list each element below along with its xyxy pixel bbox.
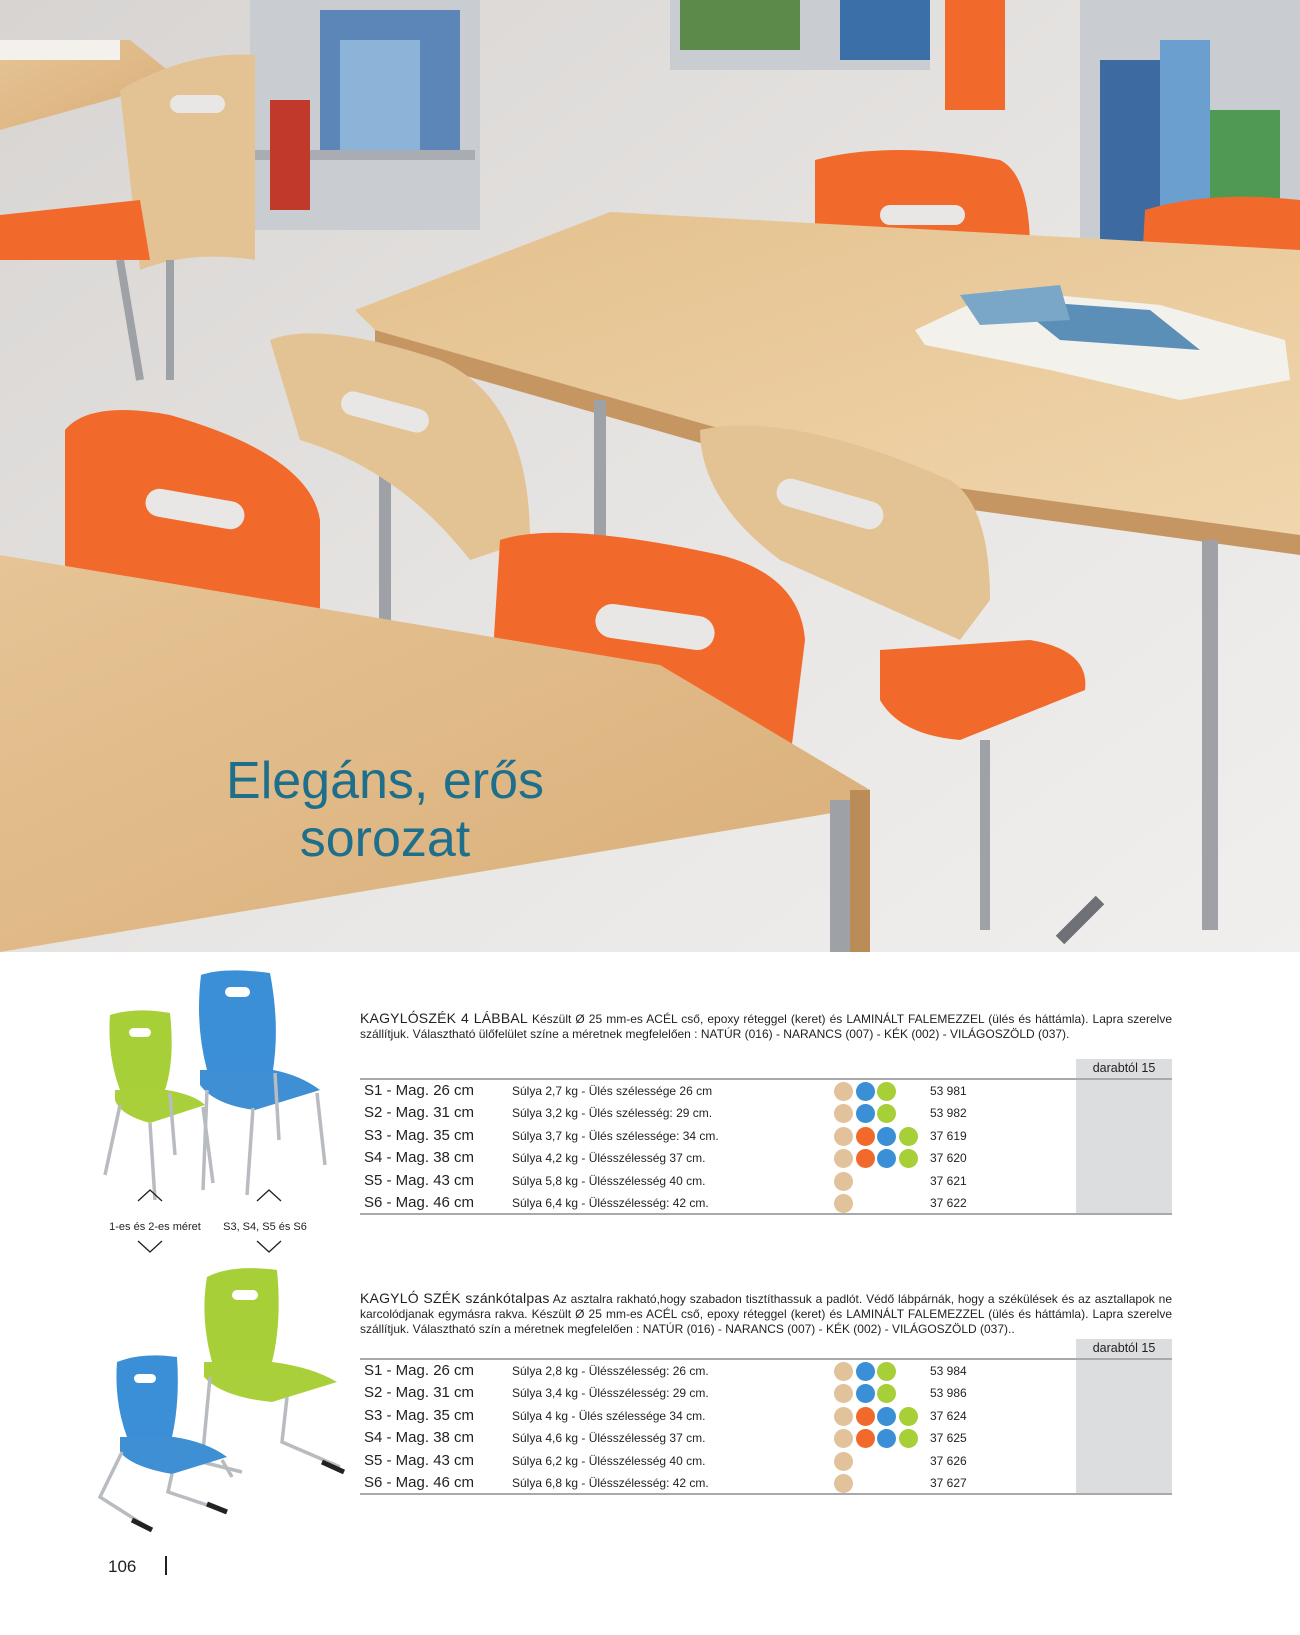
color-swatch-natur: [834, 1127, 853, 1146]
size-label: S3 - Mag. 35 cm: [364, 1126, 475, 1144]
table-row: [360, 1192, 1076, 1215]
spec-text: Súlya 4,2 kg - Ülésszélesség 37 cm.: [512, 1151, 706, 1166]
price-column: [1076, 1339, 1172, 1494]
color-swatch-natur: [834, 1362, 853, 1381]
size-label: S4 - Mag. 38 cm: [364, 1149, 475, 1167]
color-swatch-narancs: [856, 1149, 875, 1168]
product-description: [360, 1011, 1172, 1042]
color-swatch-kek: [856, 1082, 875, 1101]
size-label: S6 - Mag. 46 cm: [364, 1194, 475, 1211]
color-swatch-vilagoszold: [877, 1362, 896, 1381]
product-name: KAGYLÓ SZÉK szánkótalpas: [360, 1290, 550, 1306]
chevron-down-icon: [256, 1240, 282, 1254]
four-leg-chairs-image: [95, 965, 355, 1210]
color-swatch-kek: [877, 1429, 896, 1448]
spec-text: Súlya 2,7 kg - Ülés szélessége 26 cm: [512, 1084, 713, 1098]
size-label: S1 - Mag. 26 cm: [364, 1082, 475, 1099]
price-header: darabtól 15: [1092, 1341, 1156, 1355]
color-swatch-kek: [877, 1149, 896, 1168]
color-swatch-natur: [834, 1194, 853, 1213]
spec-text: Súlya 3,2 kg - Ülés szélesség: 29 cm.: [512, 1106, 713, 1121]
size-label: S2 - Mag. 31 cm: [364, 1104, 475, 1122]
color-swatch-natur: [834, 1384, 853, 1403]
caption-small-sizes: 1-es és 2-es méret: [109, 1221, 201, 1233]
product-code: 37 622: [930, 1196, 967, 1210]
color-swatch-natur: [834, 1104, 853, 1123]
color-swatch-natur: [834, 1407, 853, 1426]
size-label: S2 - Mag. 31 cm: [364, 1384, 475, 1402]
table-row: [360, 1170, 1076, 1193]
page-number: 106: [108, 1557, 137, 1576]
table-row: [360, 1147, 1076, 1170]
color-swatch-kek: [877, 1407, 896, 1426]
spec-text: Súlya 3,4 kg - Ülésszélesség: 29 cm.: [512, 1386, 709, 1401]
color-swatch-natur: [834, 1082, 853, 1101]
color-swatch-natur: [834, 1452, 853, 1471]
size-label: S1 - Mag. 26 cm: [364, 1362, 475, 1379]
product-code: 53 986: [930, 1386, 967, 1401]
color-swatch-natur: [834, 1474, 853, 1493]
color-swatch-vilagoszold: [899, 1407, 918, 1426]
color-swatch-narancs: [856, 1127, 875, 1146]
table-row: [360, 1472, 1076, 1495]
product-code: 53 982: [930, 1106, 967, 1121]
product-code: 53 981: [930, 1084, 967, 1098]
hero-title-line2: sorozat: [299, 810, 471, 868]
product-four-leg-chair: [360, 1011, 1172, 1042]
price-header: darabtól 15: [1092, 1061, 1156, 1075]
size-label: S4 - Mag. 38 cm: [364, 1429, 475, 1447]
hero-title: [195, 752, 575, 868]
product-code: 37 625: [930, 1431, 967, 1446]
spec-text: Súlya 5,8 kg - Ülésszélesség 40 cm.: [512, 1173, 706, 1188]
chevron-up-icon: [256, 1188, 282, 1202]
chevron-down-icon: [137, 1240, 163, 1254]
product-code: 37 619: [930, 1128, 967, 1143]
caption-large-sizes: S3, S4, S5 és S6: [223, 1221, 307, 1233]
color-swatch-vilagoszold: [877, 1384, 896, 1403]
table-row: [360, 1427, 1076, 1450]
product-name: KAGYLÓSZÉK 4 LÁBBAL: [360, 1010, 528, 1026]
table-row: [360, 1102, 1076, 1125]
table-row: [360, 1450, 1076, 1473]
product-code: 37 621: [930, 1173, 967, 1188]
product-description-text: Az asztalra rakható,hogy szabadon tisztíthassuk a padlót. Védő lábpárnák, hogy a székülések és az asztallapok ne karcolódjanak egymásra rakva. Készült Ø 25 mm-es ACÉL cső, epoxy réteggel (keret) és LAMINÁLT FALEMEZZEL (ülés és háttámla). Lapra szerelve szállítjuk. Választható szín a méretnek megfelelően : NATÚR (016) - NARANCS (007) - KÉK (002) - VILÁGOSZÖLD (037)..: [360, 1292, 1172, 1336]
color-swatch-natur: [834, 1429, 853, 1448]
spec-text: Súlya 6,4 kg - Ülésszélesség: 42 cm.: [512, 1196, 709, 1210]
color-swatch-vilagoszold: [899, 1127, 918, 1146]
product-description: [360, 1291, 1172, 1337]
product-code: 53 984: [930, 1364, 967, 1378]
color-swatch-kek: [856, 1384, 875, 1403]
color-swatch-vilagoszold: [877, 1104, 896, 1123]
color-swatch-narancs: [856, 1407, 875, 1426]
color-swatch-natur: [834, 1172, 853, 1191]
price-column: [1076, 1059, 1172, 1214]
table-row: [360, 1080, 1076, 1103]
spec-text: Súlya 6,8 kg - Ülésszélesség: 42 cm.: [512, 1476, 709, 1490]
spec-text: Súlya 3,7 kg - Ülés szélessége: 34 cm.: [512, 1128, 719, 1143]
product-description-text: Készült Ø 25 mm-es ACÉL cső, epoxy réteggel (keret) és LAMINÁLT FALEMEZZEL (ülés és háttámla). Lapra szerelve szállítjuk. Választható ülőfelület színe a méretnek megfelelően : NATÚR (016) - NARANCS (007) - KÉK (002) - VILÁGOSZÖLD (037).: [360, 1012, 1172, 1041]
product-code: 37 626: [930, 1453, 967, 1468]
sled-chairs-image: [92, 1262, 357, 1537]
color-swatch-vilagoszold: [899, 1149, 918, 1168]
chevron-up-icon: [137, 1188, 163, 1202]
page-number-divider: [165, 1556, 167, 1575]
color-swatch-kek: [856, 1104, 875, 1123]
product-code: 37 627: [930, 1476, 967, 1490]
size-table: [360, 1339, 1172, 1494]
size-label: S5 - Mag. 43 cm: [364, 1171, 475, 1189]
table-row: [360, 1360, 1076, 1383]
color-swatch-vilagoszold: [877, 1082, 896, 1101]
size-label: S3 - Mag. 35 cm: [364, 1406, 475, 1424]
table-row: [360, 1382, 1076, 1405]
size-table: [360, 1059, 1172, 1214]
spec-text: Súlya 2,8 kg - Ülésszélesség: 26 cm.: [512, 1364, 709, 1378]
size-label: S6 - Mag. 46 cm: [364, 1474, 475, 1491]
color-swatch-kek: [877, 1127, 896, 1146]
spec-text: Súlya 6,2 kg - Ülésszélesség 40 cm.: [512, 1453, 706, 1468]
spec-text: Súlya 4 kg - Ülés szélessége 34 cm.: [512, 1408, 706, 1423]
table-row: [360, 1405, 1076, 1428]
table-row: [360, 1125, 1076, 1148]
product-sled-chair: [360, 1291, 1172, 1337]
color-swatch-narancs: [856, 1429, 875, 1448]
color-swatch-kek: [856, 1362, 875, 1381]
product-code: 37 620: [930, 1151, 967, 1166]
spec-text: Súlya 4,6 kg - Ülésszélesség 37 cm.: [512, 1431, 706, 1446]
color-swatch-natur: [834, 1149, 853, 1168]
size-label: S5 - Mag. 43 cm: [364, 1451, 475, 1469]
product-code: 37 624: [930, 1408, 967, 1423]
color-swatch-vilagoszold: [899, 1429, 918, 1448]
hero-title-line1: Elegáns, erős: [226, 752, 544, 810]
